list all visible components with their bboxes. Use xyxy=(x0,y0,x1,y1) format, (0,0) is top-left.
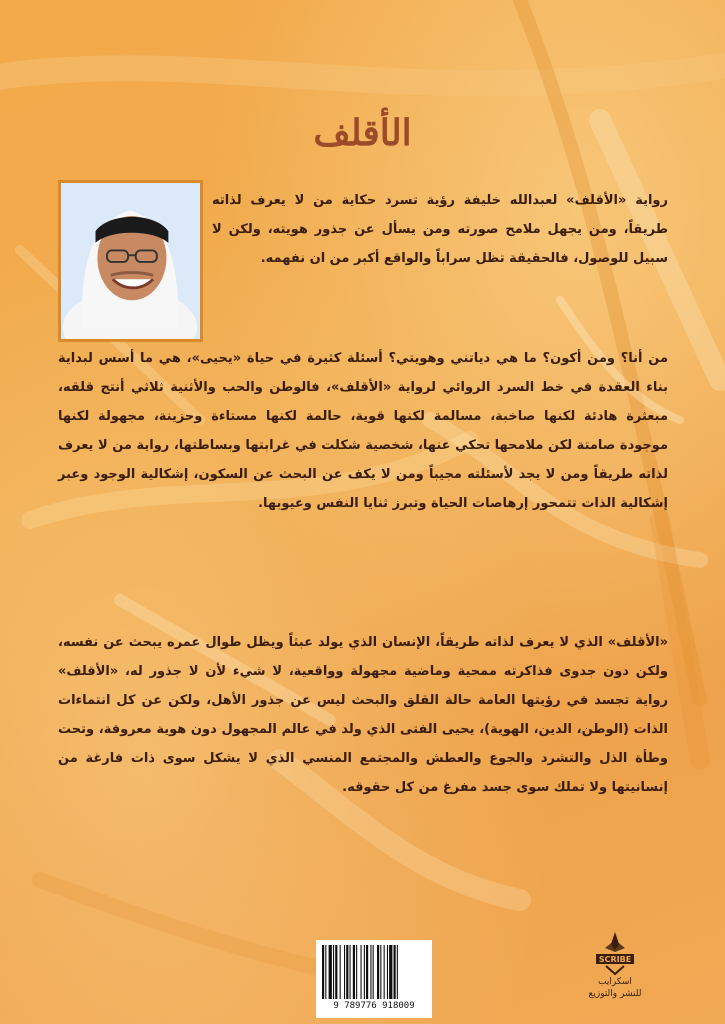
barcode-bar xyxy=(389,945,392,999)
barcode-bar xyxy=(380,945,381,999)
author-photo xyxy=(58,180,203,342)
barcode-bar xyxy=(370,945,371,999)
barcode-bar xyxy=(377,945,379,999)
book-title: الأقلف xyxy=(313,112,412,154)
barcode-bar xyxy=(361,945,362,999)
barcode-bar xyxy=(329,945,332,999)
barcode-bar xyxy=(346,945,348,999)
barcode-bar xyxy=(394,945,396,999)
barcode-bar xyxy=(340,945,341,999)
logo-text: SCRIBE xyxy=(598,955,632,964)
description-paragraph-2: من أنا؟ ومن أكون؟ ما هي دياتني وهويتي؟ أسئلة كثيرة في حياة «يحيى»، هي ما أسس لبداية بناء العقدة في خط السرد الروائي لرواية «الأقلف»، فالوطن والحب والأثنية ثلاثي أنتج قلقه، مبعثرة هادئة لكنها صاخبة، مسالمة لكنها قوية، حالمة لكنها مستاءة وحزينة، مجهولة لكنها موجودة صامتة لكن ملامحها تحكي عنها، شخصية شكلت في غرابتها وبساطتها، رواية من لا يعرف لذاته طريقاً ومن لا يجد لأسئلته مجيباً ومن لا يكف عن البحث عن السكون، إشكالية الوجود وعبر إشكالية الذات تتمحور إرهاصات الحياة وتبرز ثنايا النفس وعيوبها. xyxy=(58,351,668,511)
barcode-bar xyxy=(353,945,355,999)
barcode-bar xyxy=(387,945,388,999)
isbn-barcode xyxy=(316,940,432,1018)
barcode-bar xyxy=(397,945,398,999)
description-paragraph-3: «الأقلف» الذي لا يعرف لذاته طريقاً، الإنسان الذي يولد عبثاً ويظل طوال عمره يبحث عن نفسه، ولكن دون جدوى فذاكرته ممحية وماضية مجهولة وواقعية، لا شيء لأن لا جذور له، «الأقلف» رواية تجسد في رؤيتها العامة حالة القلق والبحث ليس عن جذور الأهل، ولكن عن كل انتماءات الذات (الوطن، الدين، الهوية)، يحيى الفتى الذي ولد في عالم المجهول دون هوية معروفة، وتحت وطأة الذل والتشرد والجوع والعطش والمجتمع المنسي الذي لا يشكل سوى ذات فارغة من إنسانيتها ولا تملك سوى جسد مفرغ من كل حقوقه. xyxy=(58,635,668,795)
barcode-bar xyxy=(333,945,334,999)
publisher-name: اسكرايب xyxy=(598,977,632,987)
barcode-bar xyxy=(350,945,351,999)
barcode-bar xyxy=(356,945,357,999)
barcode-bar xyxy=(344,945,345,999)
barcode-bars xyxy=(322,945,426,999)
barcode-bar xyxy=(322,945,324,999)
description-paragraph-1: رواية «الأقلف» لعبدالله خليفة رؤية تسرد حكاية من لا يعرف لذاته طريقاً، ومن يجهل ملامح صورته ومن يسأل عن جذور هويته، ولكن لا سبيل للوصول، فالحقيقة تظل سراباً والواقع أكبر من ان نفهمه. xyxy=(212,193,668,266)
barcode-bar xyxy=(366,945,368,999)
barcode-bar xyxy=(335,945,337,999)
barcode-bar xyxy=(373,945,374,999)
barcode-bar xyxy=(364,945,365,999)
barcode-bar xyxy=(384,945,385,999)
barcode-bar xyxy=(325,945,326,999)
publisher-logo xyxy=(586,930,644,1000)
isbn-number: 9 789776 918009 xyxy=(333,1001,415,1011)
publisher-tagline: للنشر والتوزيع xyxy=(588,989,642,999)
scribe-logo-icon xyxy=(592,930,638,976)
